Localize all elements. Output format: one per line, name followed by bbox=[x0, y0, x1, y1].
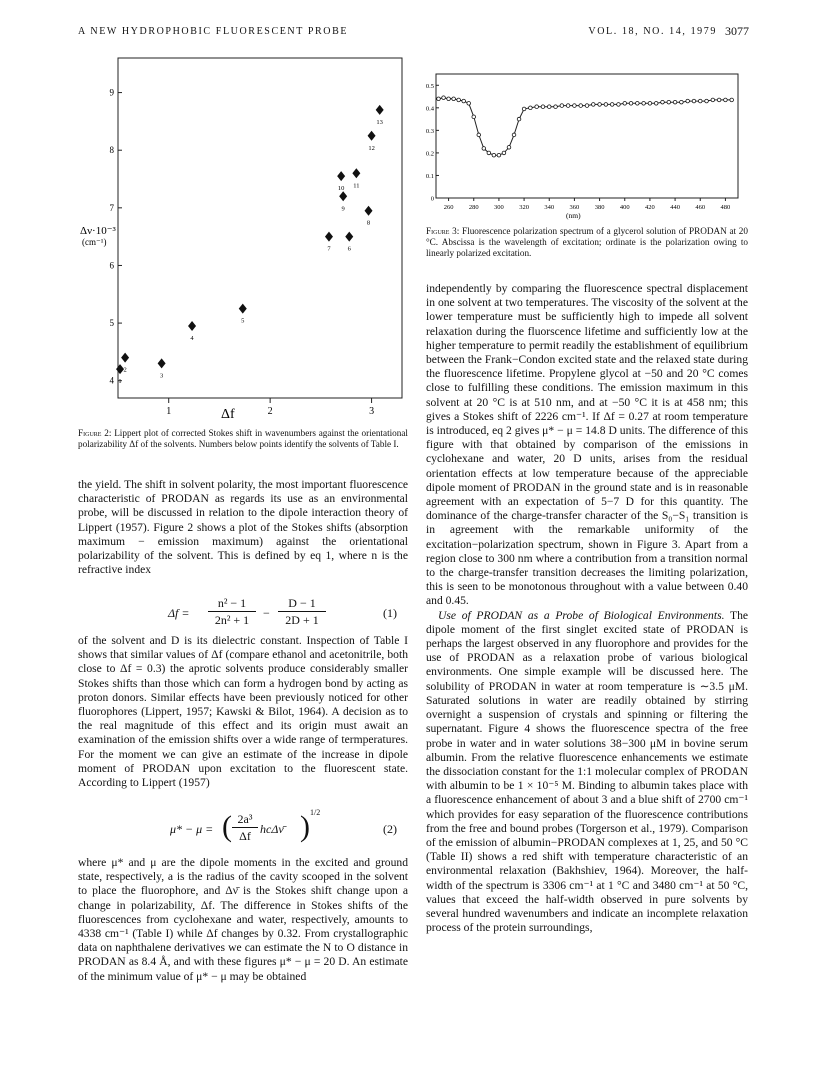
fig2-point-label: 12 bbox=[368, 144, 375, 152]
left-paragraph-2 bbox=[78, 634, 408, 790]
fig3-point bbox=[573, 104, 577, 108]
fig2-point-label: 3 bbox=[159, 372, 164, 380]
eq1-num2: D − 1 bbox=[288, 596, 316, 610]
fig3-point bbox=[604, 103, 608, 107]
fig3-xtick-label: 460 bbox=[695, 204, 706, 211]
fig2-ylabel-2: (cm⁻¹) bbox=[82, 237, 107, 247]
left-p2-text: of the solvent and D is its dielectric constant. Inspection of Table I shows that similar values of Δf (compare ethanol and acetonitrile, both close to Δf = 0.3) the aprotic solvents produce considerably smaller Stokes shifts than those which can form a hydrogen bond by acting as proton donors. Similar effects have been previously noticed for other fluorophores (Lippert, 1957; Kawski & Bilot, 1964). A decision as to the real magnitude of this effect and its origin must await an examination of the emission shifts over a wide range of termperatures. For the moment we can give an estimate of the increase in dipole moment of PRODAN upon excitation to the fluorescent state. According to Lippert (1957) bbox=[78, 634, 408, 790]
fig3-point bbox=[680, 100, 684, 104]
fig3-point bbox=[661, 100, 665, 104]
fig3-xtick-label: 340 bbox=[544, 204, 555, 211]
fig3-ytick-label: 0.3 bbox=[426, 127, 434, 135]
fig3-point bbox=[617, 103, 621, 107]
fig3-point bbox=[560, 104, 564, 108]
fig3-point bbox=[636, 102, 640, 106]
fig3-ytick-label: 0.1 bbox=[426, 172, 434, 180]
fig3-point bbox=[717, 98, 721, 102]
eq1-bar2 bbox=[278, 611, 326, 612]
fig3-xtick-label: 480 bbox=[720, 204, 731, 211]
figure-3-caption-label: Figure 3: bbox=[426, 226, 460, 236]
fig2-point-label: 2 bbox=[123, 366, 127, 374]
figure-3-caption bbox=[426, 226, 748, 259]
page-number: 3077 bbox=[725, 24, 749, 38]
fig3-point bbox=[698, 99, 702, 103]
right-paragraph-1 bbox=[426, 282, 748, 935]
fig2-point bbox=[188, 321, 196, 331]
fig3-xtick-label: 300 bbox=[494, 204, 504, 211]
fig2-point-label: 6 bbox=[347, 245, 351, 253]
fig2-point-label: 5 bbox=[241, 317, 245, 325]
fig3-point bbox=[629, 102, 633, 106]
eq1-den2: 2D + 1 bbox=[285, 613, 319, 627]
fig3-point bbox=[541, 105, 545, 109]
fig3-xtick-label: 380 bbox=[594, 204, 605, 211]
fig2-ytick-label: 9 bbox=[109, 87, 114, 98]
fig2-point bbox=[352, 168, 360, 178]
eq2-paren-left: ( bbox=[222, 810, 232, 843]
equation-2 bbox=[170, 810, 350, 846]
fig2-point-label: 13 bbox=[376, 118, 383, 126]
eq1-lhs: Δf = bbox=[168, 606, 190, 620]
fig3-point bbox=[437, 97, 441, 101]
left-paragraph-3 bbox=[78, 856, 408, 984]
fig3-xtick-label: 260 bbox=[443, 204, 454, 211]
figure-3-caption-text: Fluorescence polarization spectrum of a glycerol solution of PRODAN at 20 °C. Abscissa is the wavelength of excitation; ordinate is the polarization owing to linearly polarized excitation. bbox=[426, 226, 748, 258]
fig3-point bbox=[579, 104, 583, 108]
left-paragraph-1 bbox=[78, 478, 408, 577]
running-head: A NEW HYDROPHOBIC FLUORESCENT PROBE bbox=[78, 26, 349, 37]
eq1-den1: 2n² + 1 bbox=[214, 613, 250, 627]
fig3-point bbox=[711, 98, 715, 102]
fig3-xtick-label: 360 bbox=[569, 204, 580, 211]
fig3-ytick-label: 0.4 bbox=[426, 105, 434, 113]
fig3-xtick-label: 420 bbox=[645, 204, 655, 211]
left-p3-text: where μ* and μ are the dipole moments in the excited and ground state, respectively, a is the radius of the cavity scooped in the solvent to place the fluorophore, and Δν̄ is the Stokes shift change upon a change in polarizability, Δf. The difference in Stokes shifts of the fluorescences from cyclohexane and water, respectively, amounts to 4338 cm⁻¹ (Table I) while Δf changes by 0.32. From crystallographic data on naphthalene derivatives we can estimate the N to O distance in PRODAN as 8.4 Å, and with these figures μ* − μ = 20 D. An estimate of the minimum value of μ* − μ may be obtained bbox=[78, 856, 408, 983]
fig3-ytick-label: 0.5 bbox=[426, 82, 434, 90]
fig3-point bbox=[673, 100, 677, 104]
fig3-point bbox=[642, 102, 646, 106]
fig2-ytick-label: 8 bbox=[109, 145, 114, 156]
eq2-exponent: 1/2 bbox=[310, 808, 321, 817]
fig3-point bbox=[610, 103, 614, 107]
fig3-point bbox=[535, 105, 539, 109]
fig3-point bbox=[566, 104, 570, 108]
fig3-frame bbox=[436, 74, 738, 198]
fig2-point-label: 4 bbox=[190, 334, 194, 342]
figure-2-caption-label: Figure 2: bbox=[78, 428, 112, 438]
fig3-point bbox=[467, 102, 471, 106]
eq2-tail: hcΔν̄ bbox=[260, 822, 284, 836]
fig3-point bbox=[447, 97, 451, 101]
figure-2-caption bbox=[78, 428, 408, 450]
equation-1 bbox=[168, 596, 338, 626]
figure-3-chart bbox=[426, 72, 748, 222]
fig3-point bbox=[623, 102, 627, 106]
fig3-point bbox=[585, 104, 589, 108]
fig3-point bbox=[517, 117, 521, 121]
eq2-number: (2) bbox=[383, 822, 397, 836]
fig2-point bbox=[376, 105, 384, 115]
fig2-xtick-label: 3 bbox=[369, 406, 375, 417]
fig2-ytick-label: 4 bbox=[109, 375, 114, 386]
fig3-xtick-label: 400 bbox=[619, 204, 630, 211]
fig3-xunit: (nm) bbox=[566, 211, 581, 220]
fig3-point bbox=[457, 98, 461, 102]
fig3-point bbox=[529, 106, 533, 110]
fig2-ytick-label: 7 bbox=[109, 202, 114, 213]
fig3-point bbox=[686, 99, 690, 103]
fig2-point bbox=[325, 232, 333, 242]
fig3-point bbox=[512, 133, 516, 137]
fig3-ytick-label: 0.2 bbox=[426, 150, 434, 158]
fig3-point bbox=[487, 151, 491, 155]
fig3-point bbox=[648, 102, 652, 106]
fig2-point-label: 8 bbox=[366, 219, 371, 227]
fig2-point-label: 7 bbox=[327, 245, 331, 253]
eq1-minus: − bbox=[263, 606, 270, 620]
volume-info: VOL. 18, NO. 14, 1979 bbox=[588, 26, 717, 37]
eq2-paren-right: ) bbox=[300, 810, 310, 843]
figure-2-chart bbox=[78, 50, 408, 430]
fig3-point bbox=[654, 102, 658, 106]
fig2-point-label: 11 bbox=[353, 182, 360, 190]
fig3-point bbox=[442, 96, 446, 100]
fig3-point bbox=[452, 97, 456, 101]
fig3-point bbox=[554, 105, 558, 109]
fig2-xlabel: Δf bbox=[221, 407, 235, 422]
eq2-lhs: μ* − μ = bbox=[170, 822, 214, 836]
fig3-point bbox=[598, 103, 602, 107]
fig3-point bbox=[477, 133, 481, 137]
fig3-point bbox=[667, 100, 671, 104]
fig2-point bbox=[339, 191, 347, 201]
fig2-frame bbox=[118, 58, 402, 398]
fig3-point bbox=[502, 151, 506, 155]
fig3-point bbox=[507, 145, 511, 149]
fig3-point bbox=[497, 153, 501, 157]
fig2-xtick-label: 1 bbox=[166, 406, 172, 417]
fig2-ylabel-1: Δν·10⁻³ bbox=[80, 225, 116, 237]
right-p2-text: The dipole moment of the first singlet excited state of PRODAN is perhaps the largest observed in any fluorophore and provides for the use of PRODAN as a relaxation probe of various biological environments. One simple example will be discussed here. The solubility of PRODAN in water at room temperature is ∼3.5 μM. Saturated solutions in water are readily obtained by stirring overnight a suspension of crystals and spinning or filtering the supernatant. Figure 4 shows the fluorescence spectra of the free probe in water and in water solutions 38−300 μM in bovine serum albumin. From the relative fluorescence enhancements we estimate the dissociation constant for the 1:1 molecular complex of PRODAN with albumin to be 1 × 10⁻⁵ M. Binding to albumin takes place with a fluorescence enhancement of about 3 and a blue shift of 2700 cm⁻¹ which provides for easy separation of the fluorescence contributions from the free and bound probes (Torgerson et al., 1979). Comparison of the emission of albumin−PRODAN complexes at 1, 25, and 50 °C (Table II) shows a red shift with temperature characteristic of an environmental relaxation (Bakhshiev, 1964). Moreover, the half-width of the spectrum is 3306 cm⁻¹ at 1 °C and 3480 cm⁻¹ at 50 °C, values that exceed the half-width observed in pure solvents by several hundred wavenumbers and indicate an incomplete relaxation process of the protein surroundings, bbox=[426, 608, 749, 935]
fig2-xtick-label: 2 bbox=[267, 406, 273, 417]
eq2-den: Δf bbox=[239, 829, 251, 843]
fig2-point-label: 9 bbox=[341, 205, 345, 213]
fig3-xtick-label: 440 bbox=[670, 204, 680, 211]
fig2-point bbox=[365, 206, 373, 216]
fig3-point bbox=[730, 98, 734, 102]
eq1-bar1 bbox=[208, 611, 256, 612]
eq2-bar bbox=[232, 827, 258, 828]
eq1-num1: n² − 1 bbox=[217, 596, 247, 610]
figure-2-caption-text: Lippert plot of corrected Stokes shift in wavenumbers against the orientational polarizability Δf of the solvents. Numbers below points identify the solvents of Table I. bbox=[78, 428, 408, 449]
fig3-point bbox=[705, 99, 709, 103]
fig3-xtick-label: 320 bbox=[519, 204, 529, 211]
section-heading: Use of PRODAN as a Probe of Biological Environments. bbox=[438, 608, 725, 622]
fig2-ytick-label: 5 bbox=[109, 318, 114, 329]
fig2-point bbox=[158, 358, 166, 368]
fig3-point bbox=[724, 98, 728, 102]
eq2-num: 2a³ bbox=[237, 812, 253, 826]
fig2-point bbox=[239, 304, 247, 314]
fig2-point bbox=[368, 131, 376, 141]
fig3-ytick-label: 0 bbox=[430, 195, 434, 203]
fig3-point bbox=[547, 105, 551, 109]
fig2-point-label: 10 bbox=[337, 185, 345, 193]
fig2-ytick-label: 6 bbox=[109, 260, 114, 271]
fig2-point bbox=[345, 232, 353, 242]
left-p1-text: the yield. The shift in solvent polarity, the most important fluorescence characteristic of PRODAN as regards its use as an environmental probe, will be discussed in relation to the dipole interaction theory of Lippert (1957). Figure 2 shows a plot of the Stokes shifts (absorption maximum − emission maximum) against the orientational polarizability of the solvent. This is defined by eq 1, where n is the refractive index bbox=[78, 478, 408, 577]
fig3-point bbox=[492, 153, 496, 157]
fig2-point-label: 1 bbox=[118, 378, 122, 386]
fig3-point bbox=[591, 103, 595, 107]
right-p1-text: independently by comparing the fluorescence spectral displacement in one solvent at two temperatures. The viscosity of the solvent at the lower temperature must be sufficiently high to impede all solvent relaxation during the fluorscence lifetime and sufficiently low at the higher temperature to permit readily the establishment of equilibrium between the Frank−Condon excited state and the relaxed state during the fluorescence lifetime. Propylene glycol at −50 and 20 °C comes close to fulfilling these conditions. The emission maximum in this solvent at 20 °C is at 510 nm, and at −50 °C it is at 458 nm; this gives a Stokes shift of 2226 cm⁻¹. If Δf = 0.27 at room temperature is introduced, eq 2 gives μ* − μ = 14.8 D units. The difference of this figure with that obtained by comparison of the emissions in cyclohexane and water, 20 D units, arises from the residual orientation effects at low temperature because of the appreciable dipole moment of PRODAN in the ground state and is in reasonable agreement with an expectation of 5−7 D for this quantity. The dominance of the charge-transfer character of the S₀−S₁ transition is in agreement with the remarkable uniformity of the excitation−polarization spectrum, shown in Figure 3. Apart from a region close to 300 nm where a contribution from a transition normal to the charge-transfer transition decreases the limiting polarization, this is seen to be monotonous throughout with a value between 0.40 and 0.45. bbox=[426, 282, 748, 608]
fig3-point bbox=[522, 107, 526, 111]
fig2-point bbox=[121, 353, 129, 363]
eq1-number: (1) bbox=[383, 606, 397, 620]
fig3-point bbox=[482, 147, 486, 151]
fig3-point bbox=[692, 99, 696, 103]
fig2-point bbox=[337, 171, 345, 181]
fig3-point bbox=[472, 115, 476, 119]
fig3-xtick-label: 280 bbox=[468, 204, 479, 211]
fig3-point bbox=[462, 99, 466, 103]
right-p2 bbox=[426, 609, 748, 936]
